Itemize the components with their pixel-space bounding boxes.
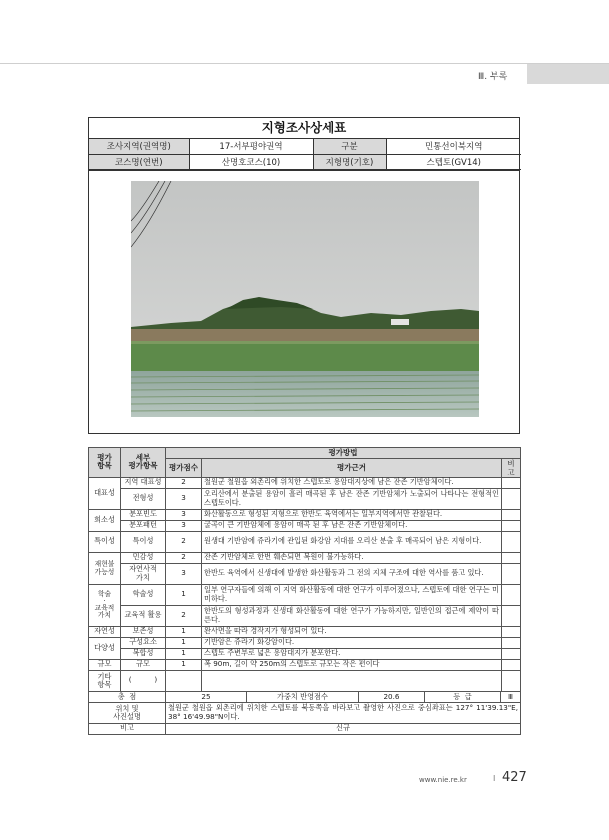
- table-row: [89, 563, 521, 584]
- weighted-value: 20.6: [359, 692, 425, 702]
- remark-cell: [502, 531, 521, 552]
- remark-cell: [502, 563, 521, 584]
- detail-cell: 민감성: [121, 552, 166, 563]
- remark-cell: [502, 670, 521, 691]
- table-row: [89, 509, 521, 520]
- item-cell: 자연성: [89, 626, 121, 637]
- location-row: [89, 702, 521, 723]
- total-value: 25: [166, 692, 247, 702]
- detail-cell: 규모: [121, 659, 166, 670]
- header-basis: 평가근거: [202, 458, 502, 477]
- survey-card: [88, 117, 520, 434]
- weighted-label: 가중치 반영점수: [247, 692, 359, 702]
- detail-cell: 학술성: [121, 584, 166, 605]
- survey-sheet: [88, 117, 520, 735]
- footer-separator: I: [493, 774, 496, 783]
- basis-cell: 폭 90m, 길이 약 250m의 스텝토로 규모는 작은 편이다: [202, 659, 502, 670]
- table-row: [89, 584, 521, 605]
- table-row: [89, 520, 521, 531]
- remark-cell: [502, 584, 521, 605]
- score-cell: 1: [166, 659, 202, 670]
- category-label: 구분: [313, 139, 386, 154]
- basis-cell: 화산활동으로 형성된 지형으로 한반도 육역에서는 일부지역에서만 관찰된다.: [202, 509, 502, 520]
- remark-cell: [502, 626, 521, 637]
- score-cell: 2: [166, 552, 202, 563]
- header-rule: [0, 63, 609, 64]
- score-cell: 1: [166, 626, 202, 637]
- item-cell: 특이성: [89, 531, 121, 552]
- basis-cell: 한반도 육역에서 신생대에 발생한 화산활동과 그 전의 지체 구조에 대한 역사를 품고 있다.: [202, 563, 502, 584]
- course-label: 코스명(연번): [89, 154, 189, 169]
- item-cell: 기타 항목: [89, 670, 121, 691]
- header-item: 평가 항목: [89, 447, 121, 477]
- detail-cell: 특이성: [121, 531, 166, 552]
- item-cell: 학술 · 교육적 가치: [89, 584, 121, 626]
- info-table: [89, 139, 521, 170]
- detail-cell: 분포빈도: [121, 509, 166, 520]
- section-tab: [527, 64, 609, 84]
- basis-cell: 일부 연구자들에 의해 이 지역 화산활동에 대한 연구가 이루어졌으나, 스텝토에 대한 연구는 미미하다.: [202, 584, 502, 605]
- info-row: [89, 139, 521, 154]
- table-row: [89, 626, 521, 637]
- note-label: 비고: [89, 723, 166, 734]
- summary-row: [89, 691, 521, 702]
- basis-cell: 기반암은 쥬라기 화강암이다.: [202, 637, 502, 648]
- location-text: 철원군 철원읍 외촌리에 위치한 스텝토를 북동쪽을 바라보고 촬영한 사진으로 중심좌표는 127° 11'39.13"E, 38° 16'49.98"N이다.: [166, 702, 521, 723]
- course-value: 산명호코스(10): [189, 154, 313, 169]
- score-cell: 3: [166, 563, 202, 584]
- footer-url: www.nie.re.kr: [419, 776, 467, 784]
- basis-cell: [202, 670, 502, 691]
- detail-cell: 지역 대표성: [121, 477, 166, 488]
- item-cell: 다양성: [89, 637, 121, 659]
- detail-cell: 분포패턴: [121, 520, 166, 531]
- score-cell: 3: [166, 509, 202, 520]
- note-row: [89, 723, 521, 734]
- remark-cell: [502, 648, 521, 659]
- remark-cell: [502, 520, 521, 531]
- note-value: 신규: [166, 723, 521, 734]
- score-cell: 1: [166, 584, 202, 605]
- remark-cell: [502, 477, 521, 488]
- item-cell: 재현불 가능성: [89, 552, 121, 584]
- score-cell: 1: [166, 637, 202, 648]
- header-score: 평가점수: [166, 458, 202, 477]
- basis-cell: 스텝토 주변부로 넓은 용암대지가 분포한다.: [202, 648, 502, 659]
- remark-cell: [502, 659, 521, 670]
- basis-cell: 철원군 철원읍 외촌리에 위치한 스텝토로 용암대지상에 남은 잔존 기반암체이다.: [202, 477, 502, 488]
- table-row: [89, 488, 521, 509]
- table-row: [89, 605, 521, 626]
- score-cell: 2: [166, 477, 202, 488]
- sheet-title: 지형조사상세표: [89, 118, 519, 139]
- grade-value: Ⅲ: [508, 691, 513, 701]
- remark-cell: [502, 488, 521, 509]
- table-row: [89, 637, 521, 648]
- table-row: [89, 531, 521, 552]
- item-cell: 대표성: [89, 477, 121, 509]
- table-row: [89, 552, 521, 563]
- evaluation-table: [88, 447, 521, 735]
- score-cell: 3: [166, 488, 202, 509]
- basis-cell: 굴곡이 큰 기반암체에 용암이 매곡 된 후 남은 잔존 기반암체이다.: [202, 520, 502, 531]
- score-cell: [166, 670, 202, 691]
- detail-cell: 자연사적 가치: [121, 563, 166, 584]
- item-cell: 희소성: [89, 509, 121, 531]
- remark-cell: [502, 509, 521, 520]
- detail-cell: 전형성: [121, 488, 166, 509]
- basis-cell: 한반도의 형성과정과 신생대 화산활동에 대한 연구가 가능하지만, 일반인의 접근에 제약이 따른다.: [202, 605, 502, 626]
- table-row: [89, 670, 521, 691]
- category-value: 민통선이북지역: [386, 139, 521, 154]
- header-remark: 비 고: [502, 458, 521, 477]
- score-cell: 3: [166, 520, 202, 531]
- basis-cell: 오리산에서 분출된 용암이 흘러 매곡된 후 남은 잔존 기반암체가 노출되어 나타나는 전형적인 스텝토이다.: [202, 488, 502, 509]
- photo-area: [89, 170, 519, 433]
- item-cell: 규모: [89, 659, 121, 670]
- table-row: [89, 477, 521, 488]
- landscape-photo: [131, 181, 479, 417]
- region-label: 조사지역(권역명): [89, 139, 189, 154]
- detail-cell: 구성요소: [121, 637, 166, 648]
- detail-cell: 보존성: [121, 626, 166, 637]
- remark-cell: [502, 552, 521, 563]
- score-cell: 1: [166, 648, 202, 659]
- score-cell: 2: [166, 531, 202, 552]
- score-cell: 2: [166, 605, 202, 626]
- page-number: 427: [502, 770, 527, 785]
- location-label: 위치 및 사진설명: [89, 702, 166, 723]
- detail-cell: ( ): [121, 670, 166, 691]
- landform-value: 스텝토(GV14): [386, 154, 521, 169]
- header-row: [89, 447, 521, 458]
- table-row: [89, 659, 521, 670]
- header-detail: 세부 평가항목: [121, 447, 166, 477]
- grade-label: 등 급: [425, 692, 501, 702]
- header-method: 평가방법: [166, 447, 521, 458]
- total-label: 총 점: [89, 692, 166, 702]
- basis-cell: 완사면을 따라 경작지가 형성되어 있다.: [202, 626, 502, 637]
- table-row: [89, 648, 521, 659]
- section-label: Ⅲ. 부록: [478, 72, 508, 82]
- remark-cell: [502, 605, 521, 626]
- remark-cell: [502, 637, 521, 648]
- region-value: 17-서부평야권역: [189, 139, 313, 154]
- detail-cell: 교육적 활용: [121, 605, 166, 626]
- detail-cell: 복합성: [121, 648, 166, 659]
- basis-cell: 원생대 기반암에 쥬라기에 관입된 화강암 지대를 오리산 분출 후 매곡되어 남은 지형이다.: [202, 531, 502, 552]
- landform-label: 지형명(기호): [313, 154, 386, 169]
- info-row: [89, 154, 521, 169]
- basis-cell: 잔존 기반암체로 한번 훼손되면 복원이 불가능하다.: [202, 552, 502, 563]
- summary-bar: [89, 692, 520, 702]
